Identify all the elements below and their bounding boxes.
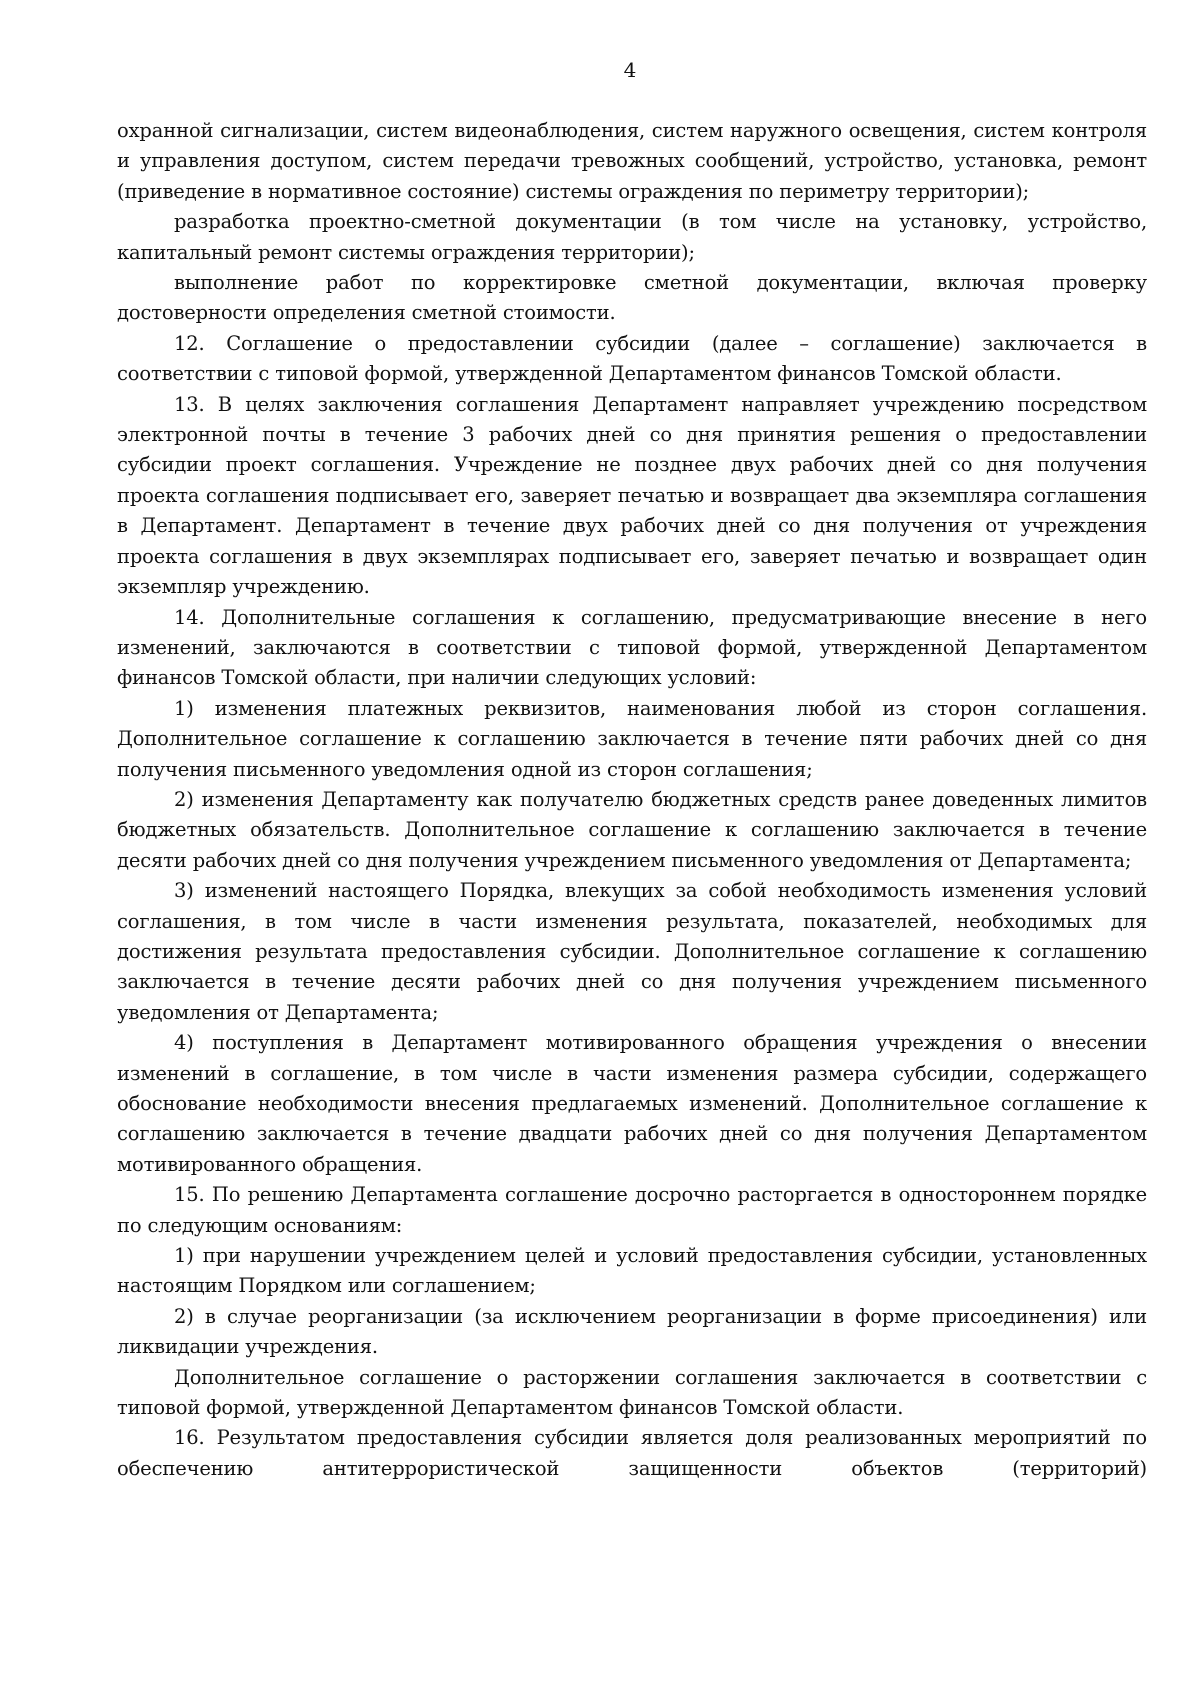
paragraph: 13. В целях заключения соглашения Департамент направляет учреждению посредством электронной почты в течение 3 рабочих дней со дня принятия решения о предоставлении субсидии проект соглашения. Учреждение не позднее двух рабочих дней со дня получения проекта соглашения подписывает его, заверяет печатью и возвращает два экземпляра соглашения в Департамент. Департамент в течение двух рабочих дней со дня получения от учреждения проекта соглашения в двух экземплярах подписывает его, заверяет печатью и возвращает один экземпляр учреждению. [117,392,1147,599]
paragraph: Дополнительное соглашение о расторжении соглашения заключается в соответствии с типовой формой, утвержденной Департаментом финансов Томской области. [117,1365,1147,1420]
page-number: 4 [623,58,637,82]
paragraph: 14. Дополнительные соглашения к соглашению, предусматривающие внесение в него изменений, заключаются в соответствии с типовой формой, утвержденной Департаментом финансов Томской области, при наличии следующих условий: [117,605,1147,690]
paragraph: 16. Результатом предоставления субсидии является доля реализованных мероприятий по обеспечению антитеррористической защищенности объектов (территорий) [117,1426,1147,1480]
paragraph: 3) изменений настоящего Порядка, влекущих за собой необходимость изменения условий соглашения, в том числе в части изменения результата, показателей, необходимых для достижения результата предоставления субсидии. Дополнительное соглашение к соглашению заключается в течение десяти рабочих дней со дня получения учреждением письменного уведомления от Департамента; [117,879,1147,1024]
document-body [117,116,1147,1484]
paragraph: 2) изменения Департаменту как получателю бюджетных средств ранее доведенных лимитов бюджетных обязательств. Дополнительное соглашение к соглашению заключается в течение десяти рабочих дней со дня получения учреждением письменного уведомления от Департамента; [117,787,1147,872]
paragraph: 4) поступления в Департамент мотивированного обращения учреждения о внесении изменений в соглашение, в том числе в части изменения размера субсидии, содержащего обоснование необходимости внесения предлагаемых изменений. Дополнительное соглашение к соглашению заключается в течение двадцати рабочих дней со дня получения Департаментом мотивированного обращения. [117,1031,1147,1176]
paragraph: 1) изменения платежных реквизитов, наименования любой из сторон соглашения. Дополнительное соглашение к соглашению заключается в течение пяти рабочих дней со дня получения письменного уведомления одной из сторон соглашения; [117,696,1147,781]
paragraph: 1) при нарушении учреждением целей и условий предоставления субсидии, установленных настоящим Порядком или соглашением; [117,1244,1147,1298]
paragraph: 2) в случае реорганизации (за исключением реорганизации в форме присоединения) или ликвидации учреждения. [117,1304,1147,1359]
paragraph: охранной сигнализации, систем видеонаблюдения, систем наружного освещения, систем контроля и управления доступом, систем передачи тревожных сообщений, устройство, установка, ремонт (приведение в нормативное состояние) системы ограждения по периметру территории); [117,119,1147,203]
paragraph: выполнение работ по корректировке сметной документации, включая проверку достоверности определения сметной стоимости. [117,271,1147,325]
paragraph: 15. По решению Департамента соглашение досрочно расторгается в одностороннем порядке по следующим основаниям: [117,1183,1147,1237]
paragraph: 12. Соглашение о предоставлении субсидии (далее – соглашение) заключается в соответствии с типовой формой, утвержденной Департаментом финансов Томской области. [117,331,1147,386]
paragraph: разработка проектно-сметной документации (в том числе на установку, устройство, капитальный ремонт системы ограждения территории); [117,210,1147,264]
